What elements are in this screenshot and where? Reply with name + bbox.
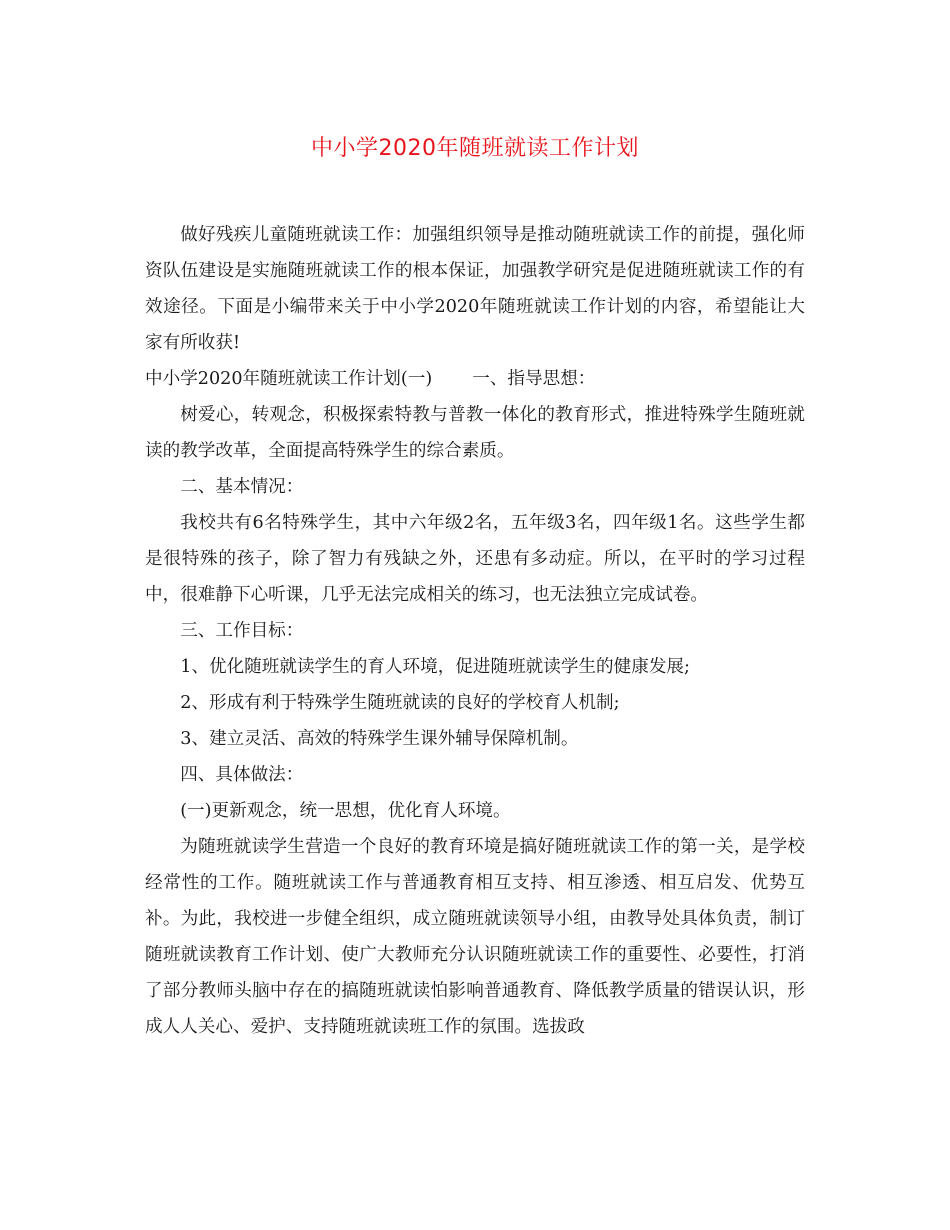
goal-item-2: 2、形成有利于特殊学生随班就读的良好的学校育人机制; [180,693,620,713]
section1-heading: 一、指导思想： [472,369,596,389]
section2-paragraph: 我校共有6名特殊学生，其中六年级2名，五年级3名，四年级1名。这些学生都是很特殊的孩子，除了智力有残缺之外，还患有多动症。所以，在平时的学习过程中，很难静下心听课，几乎无法完成相关的练习，也无法独立完成试卷。 [145,513,805,605]
section1-paragraph: 树爱心，转观念，积极探索特教与普教一体化的教育形式，推进特殊学生随班就读的教学改革，全面提高特殊学生的综合素质。 [145,405,805,461]
section4-heading: 四、具体做法： [180,765,304,785]
goal-item-1: 1、优化随班就读学生的育人环境，促进随班就读学生的健康发展; [180,657,690,677]
goal-item-3: 3、建立灵活、高效的特殊学生课外辅导保障机制。 [180,729,579,749]
section2-heading: 二、基本情况： [180,477,304,497]
intro-paragraph: 做好残疾儿童随班就读工作：加强组织领导是推动随班就读工作的前提，强化师资队伍建设是实施随班就读工作的根本保证，加强教学研究是促进随班就读工作的有效途径。下面是小编带来关于中小学2020年随班就读工作计划的内容，希望能让大家有所收获! [145,225,805,353]
plan-heading: 中小学2020年随班就读工作计划(一) [145,369,433,389]
section3-heading: 三、工作目标： [180,621,304,641]
subsection1-heading: (一)更新观念，统一思想，优化育人环境。 [180,801,511,821]
document-body [145,217,805,1045]
plan-heading-line [145,361,805,397]
subsection1-paragraph: 为随班就读学生营造一个良好的教育环境是搞好随班就读工作的第一关，是学校经常性的工作。随班就读工作与普通教育相互支持、相互渗透、相互启发、优势互补。为此，我校进一步健全组织，成立随班就读领导小组，由教导处具体负责，制订随班就读教育工作计划、使广大教师充分认识随班就读工作的重要性、必要性，打消了部分教师头脑中存在的搞随班就读怕影响普通教育、降低教学质量的错误认识，形成人人关心、爱护、支持随班就读班工作的氛围。选拔政 [145,837,805,1037]
document-title: 中小学2020年随班就读工作计划 [311,136,639,161]
